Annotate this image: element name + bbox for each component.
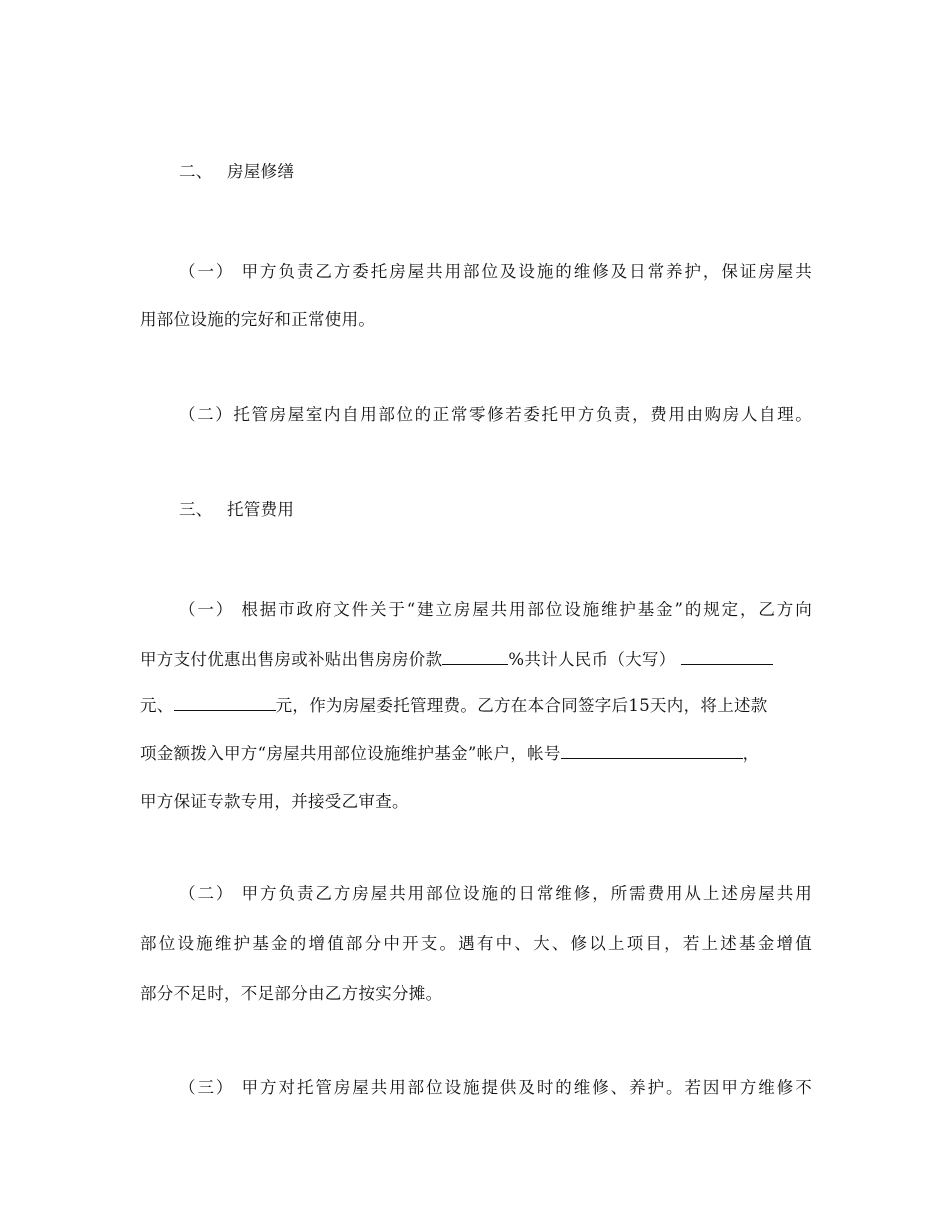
paragraph-text: 部分不足时，不足部分由乙方按实分摊。	[140, 984, 443, 1003]
paragraph-text: （二）托管房屋室内自用部位的正常零修若委托甲方负责，费用由购房人自理。	[179, 405, 812, 424]
paragraph-line	[140, 934, 812, 954]
section-heading-2	[179, 162, 851, 182]
paragraph-text: 甲方对托管房屋共用部位设施提供及时的维修、养护。若因甲方维修不	[241, 1078, 812, 1097]
item-label: （二）	[179, 884, 235, 903]
paragraph-text: 甲方负责乙方委托房屋共用部位及设施的维修及日常养护，保证房屋共	[241, 262, 812, 281]
paragraph-line	[140, 742, 812, 764]
paragraph-text: 项金额拨入甲方“房屋共用部位设施维护基金”帐户，帐号	[140, 744, 561, 763]
paragraph-text: 甲方保证专款专用，并接受乙审查。	[140, 792, 409, 811]
paragraph-line	[179, 262, 812, 282]
paragraph-text: 部位设施维护基金的增值部分中开支。遇有中、大、修以上项目，若上述基金增值	[140, 934, 812, 953]
blank-account-number[interactable]	[561, 742, 743, 759]
paragraph-text: 元、	[140, 696, 174, 715]
section-number: 二、	[179, 162, 213, 181]
paragraph-line	[179, 600, 812, 620]
blank-amount-number[interactable]	[174, 694, 276, 711]
paragraph-text: 用部位设施的完好和正常使用。	[140, 310, 376, 329]
paragraph-line	[140, 694, 812, 716]
item-label: （一）	[179, 262, 235, 281]
blank-amount-capital[interactable]	[681, 648, 773, 665]
paragraph-line	[140, 984, 812, 1004]
section-heading-3	[179, 500, 851, 520]
paragraph-line	[140, 310, 812, 330]
paragraph-line	[140, 792, 812, 812]
blank-percentage[interactable]	[442, 648, 508, 665]
section-number: 三、	[179, 500, 213, 519]
paragraph-text: 元，作为房屋委托管理费。乙方在本合同签字后15天内，将上述款	[275, 696, 768, 715]
paragraph-text: 甲方支付优惠出售房或补贴出售房房价款	[140, 650, 443, 669]
item-label: （三）	[179, 1078, 235, 1097]
paragraph-text: %共计人民币（大写）	[508, 650, 676, 669]
paragraph-line	[179, 1078, 812, 1098]
item-label: （一）	[179, 600, 235, 619]
paragraph-text: ，	[742, 744, 760, 763]
section-title: 房屋修缮	[227, 162, 295, 181]
paragraph-line	[179, 884, 812, 904]
paragraph-line	[140, 648, 812, 670]
paragraph-line	[179, 405, 812, 425]
paragraph-text: 根据市政府文件关于“建立房屋共用部位设施维护基金”的规定，乙方向	[241, 600, 812, 619]
paragraph-text: 甲方负责乙方房屋共用部位设施的日常维修，所需费用从上述房屋共用	[241, 884, 812, 903]
section-title: 托管费用	[227, 500, 295, 519]
